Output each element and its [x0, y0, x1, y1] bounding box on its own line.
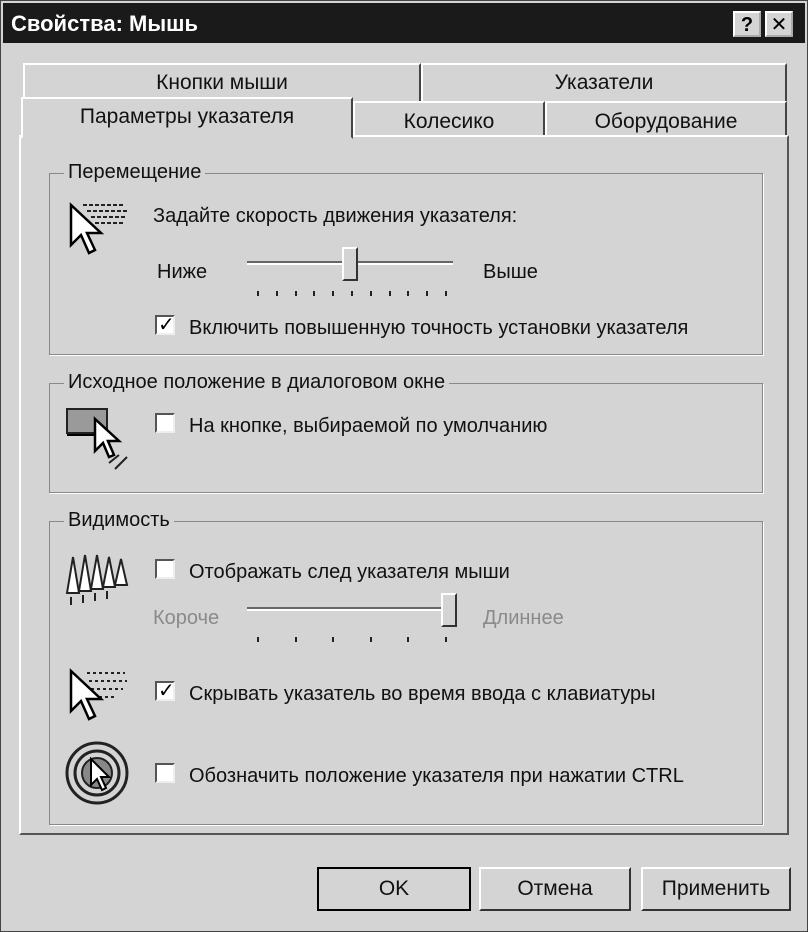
slider-tick — [257, 291, 259, 296]
window-title: Свойства: Мышь — [11, 11, 198, 36]
ctrl-locate-checkbox[interactable] — [155, 763, 175, 783]
speed-slider-thumb[interactable] — [342, 247, 358, 281]
trail-long-label: Длиннее — [483, 607, 564, 629]
tab-label: Оборудование — [594, 110, 738, 133]
snap-to-group — [49, 371, 763, 493]
pointer-location-icon — [63, 737, 135, 809]
pointer-speed-icon — [65, 197, 137, 257]
ctrl-locate-label: Обозначить положение указателя при нажатии CTRL — [189, 765, 684, 787]
slider-tick — [445, 291, 447, 296]
trail-slider-thumb[interactable] — [441, 593, 457, 627]
slider-tick — [389, 291, 391, 296]
tab-mouse-buttons[interactable] — [23, 63, 421, 101]
slider-tick — [276, 291, 278, 296]
slider-tick — [445, 637, 447, 642]
hide-pointer-icon — [65, 665, 137, 725]
slider-tick — [295, 637, 297, 642]
apply-button[interactable]: Применить — [641, 867, 791, 911]
close-button[interactable]: ✕ — [765, 11, 793, 37]
speed-label: Задайте скорость движения указателя: — [153, 205, 518, 227]
tab-label: Параметры указателя — [79, 105, 295, 128]
help-button[interactable]: ? — [733, 11, 761, 37]
trail-short-label: Короче — [153, 607, 220, 629]
snap-to-default-icon — [65, 405, 137, 477]
slider-tick — [332, 637, 334, 642]
visibility-legend: Видимость — [64, 509, 174, 532]
pointer-trails-checkbox[interactable] — [155, 559, 175, 579]
motion-legend: Перемещение — [64, 161, 205, 184]
hide-pointer-checkbox[interactable] — [155, 681, 175, 701]
tab-label: Колесико — [403, 110, 495, 133]
hide-pointer-label: Скрывать указатель во время ввода с клавиатуры — [189, 683, 656, 705]
title-bar — [3, 3, 805, 43]
speed-slider-ticks — [257, 291, 445, 297]
tab-hardware[interactable] — [545, 101, 787, 137]
tab-pointer-options[interactable] — [21, 97, 353, 139]
slider-tick — [332, 291, 334, 296]
ok-button[interactable]: OK — [317, 867, 471, 911]
snap-to-default-label: На кнопке, выбираемой по умолчанию — [189, 415, 548, 437]
slider-tick — [407, 291, 409, 296]
cancel-button[interactable]: Отмена — [479, 867, 631, 911]
snap-to-legend: Исходное положение в диалоговом окне — [64, 371, 449, 394]
slider-tick — [370, 637, 372, 642]
slider-tick — [370, 291, 372, 296]
snap-to-default-checkbox[interactable] — [155, 413, 175, 433]
trail-slider-track[interactable] — [247, 607, 457, 611]
tab-label: Указатели — [554, 71, 654, 94]
slow-label: Ниже — [157, 261, 208, 283]
tab-pointers[interactable] — [421, 63, 787, 101]
slider-tick — [426, 291, 428, 296]
slider-tick — [313, 291, 315, 296]
slider-tick — [295, 291, 297, 296]
tab-label: Кнопки мыши — [156, 71, 288, 94]
fast-label: Выше — [483, 261, 538, 283]
pointer-trails-label: Отображать след указателя мыши — [189, 561, 510, 583]
trail-slider-ticks — [257, 637, 445, 643]
slider-tick — [257, 637, 259, 642]
precision-label: Включить повышенную точность установки указателя — [189, 317, 689, 339]
precision-checkbox[interactable] — [155, 315, 175, 335]
tab-wheel[interactable] — [353, 101, 545, 137]
slider-tick — [351, 291, 353, 296]
pointer-trails-icon — [63, 549, 135, 607]
slider-tick — [407, 637, 409, 642]
